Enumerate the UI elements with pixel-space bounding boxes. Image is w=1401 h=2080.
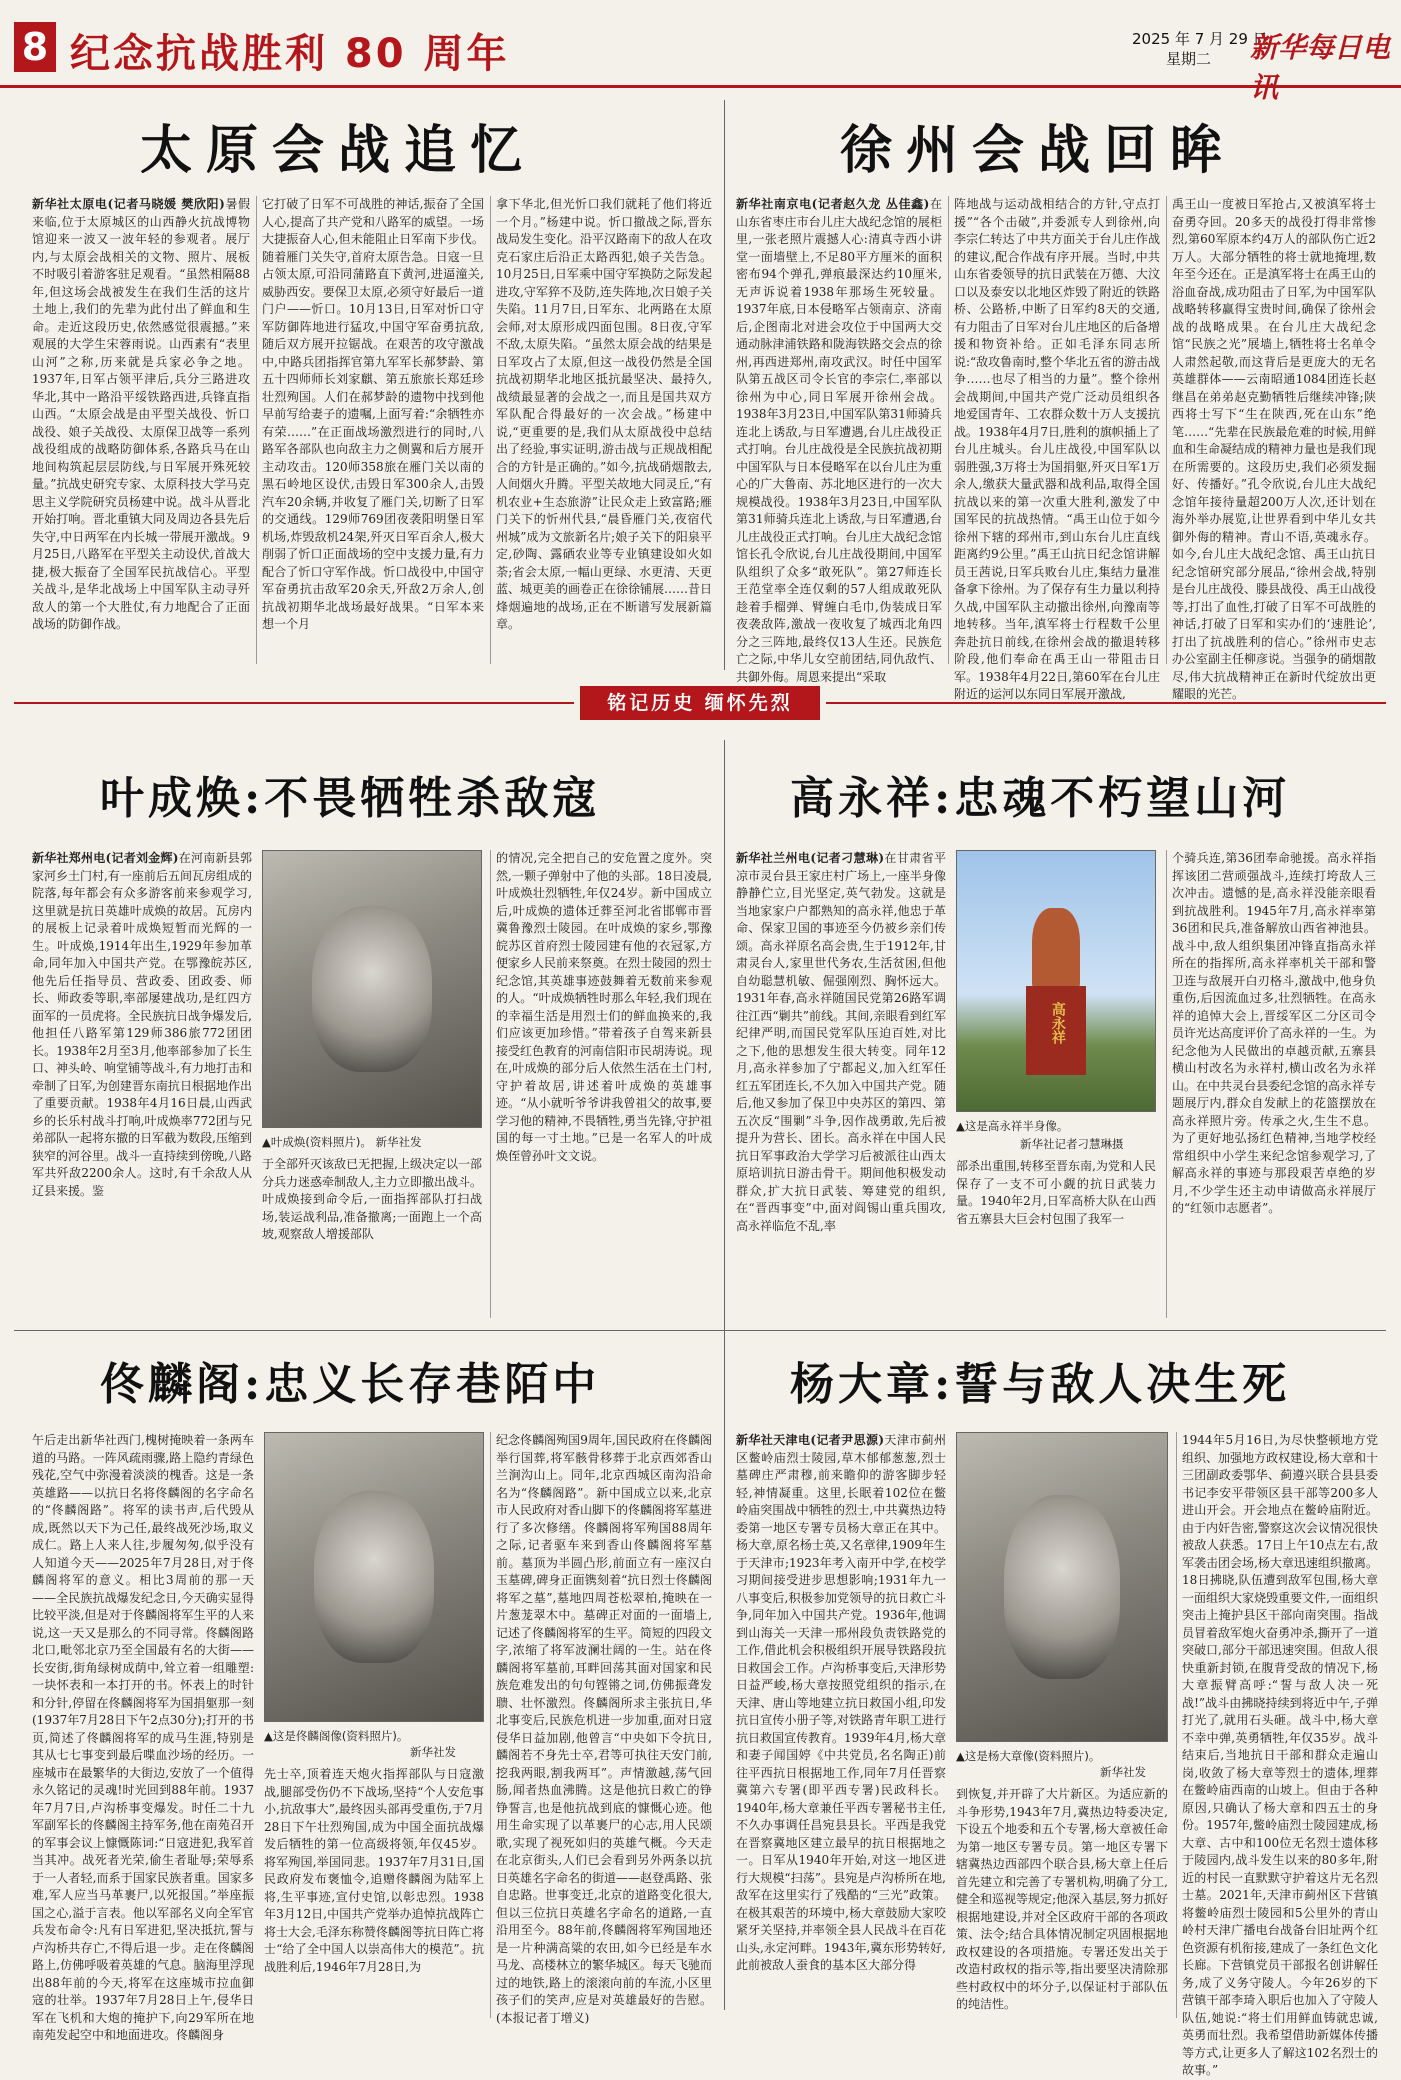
column-rule [1166, 850, 1167, 1318]
ye-photo-caption: ▲叶成焕(资料照片)。 新华社发 [262, 1135, 422, 1149]
ye-col-2: 于全部歼灭该敌已无把握,上级决定以一部分兵力迷惑牵制敌人,主力立即撤出战斗。叶成焕接到命令后,一面指挥部队打扫战场,装运战利品,准备撤离;一面跑上一个高坡,观察敌人增援部队 [262, 1157, 482, 1241]
portrait-face [1004, 1495, 1120, 1680]
statue-bust [1032, 908, 1080, 991]
taiyuan-byline: 新华社太原电(记者马晓媛 樊欣阳) [32, 197, 225, 211]
masthead [0, 0, 1401, 104]
column-rule [948, 196, 949, 664]
tong-photo-credit: 新华社发 [410, 1745, 456, 1759]
tong-linge-title: 佟麟阁:忠义长存巷陌中 [100, 1359, 601, 1410]
commemoration-banner: 铭记历史 缅怀先烈 [580, 686, 820, 720]
xuzhou-col-3: 禹王山一度被日军抢占,又被滇军将士奋勇夺回。20多天的战役打得非常惨烈,第60军原本约4万人的部队伤亡近2万人。大部分牺牲的将士就地掩埋,数年至今还在。正是滇军将士在禹王山的浴血奋战,成功阻击了日军,为中国军队战略转移赢得宝贵时间,确保了徐州会战的战略成果。在台儿庄大战纪念馆“民族之光”展墙上,牺牲将士名单令人肃然起敬,而这背后是更庞大的无名英雄群体——云南昭通1084团连长赵继昌在弟弟赵克勤牺牲后继续冲锋;陕西将士写下“生在陕西,死在山东”绝笔……“先辈在民族最危难的时候,用鲜血和生命凝结成的精神力量也是我们现在所需要的。这段历史,我们必须发掘好、传播好。”孔令欣说,台儿庄大战纪念馆年接待量超200万人次,还计划在海外举办展览,让世界看到中华儿女共御外侮的精神。青山不语,英魂永存。如今,台儿庄大战纪念馆、禹王山抗日纪念馆研究部分展品,“徐州会战,特别是台儿庄战役、滕县战役、禹王山战役等,打出了血性,打破了日军不可战胜的神话,打破了日军和实办们的‘速胜论’,打出了抗战胜利的信心。”徐州市史志办公室副主任柳彦说。当强争的硝烟散尽,伟大抗战精神正在新时代绽放出更耀眼的光芒。 [1172, 197, 1377, 701]
tong-photo-caption: ▲这是佟麟阁像(资料照片)。 [264, 1729, 409, 1743]
gao-yongxiang-statue-photo [956, 850, 1156, 1112]
gao-yongxiang-title: 高永祥:忠魂不朽望山河 [790, 773, 1291, 824]
ye-byline: 新华社郑州电(记者刘金辉) [32, 851, 179, 865]
banner-rule-left [14, 702, 574, 704]
gao-text-1: 在甘肃省平凉市灵台县王家庄村广场上,一座半身像静静伫立,目光坚定,英气勃发。这就是当地家家户户都熟知的高永祥,他忠于革命、保家卫国的事迹至今仍被乡亲们传颂。高永祥原名高会贵,生于1912年,甘肃灵台人,家里世代务农,生活贫困,但他自幼聪慧机敏、倔强刚烈、胸怀远大。1931年春,高永祥随国民党第26路军调往江西“剿共”前线。其间,亲眼看到红军纪律严明,而国民党军队压迫百姓,对比之下,他的思想发生很大转变。同年12月,高永祥参加了宁都起义,加入红军任红五军团连长,不久加入中国共产党。随后,他又参加了保卫中央苏区的第四、第五次反“围剿”斗争,因作战勇敢,先后被提升为营长、团长。高永祥在中国人民抗日军事政治大学学习后被派往山西太原培训抗日游击骨干。期间他积极发动群众,扩大抗日武装、筹建党的组织,在“晋西事变”中,面对阎锡山重兵围攻,高永祥临危不乱,率 [736, 851, 946, 1233]
tong-linge-photo [264, 1432, 484, 1722]
yang-col-1 [736, 1432, 946, 2018]
column-rule [256, 196, 257, 664]
yang-dazhang-title: 杨大章:誓与敌人决生死 [790, 1359, 1291, 1410]
xuzhou-col-2: 阵地战与运动战相结合的方针,守点打援”“各个击破”,并委派专人到徐州,向李宗仁转达了中共方面关于台儿庄作战的建议,配合作战有序开展。当时,中共山东省委领导的抗日武装在万德、大汶口以及泰安以北地区炸毁了附近的铁路桥、公路桥,中断了日军约8天的交通,有力阻击了日军对台儿庄地区的后备增援和物资补给。正如毛泽东同志所说:“敌攻鲁南时,整个华北五省的游击战争……也尽了相当的力量”。整个徐州会战期间,中国共产党广泛动员组织各地爱国青年、工农群众数十万人支援抗战。1938年4月7日,胜利的旗帜插上了台儿庄城头。台儿庄战役,中国军队以弱胜强,3万将士为国捐躯,歼灭日军1万余人,缴获大量武器和战利品,取得全国抗战以来的第一次重大胜利,激发了中国军民的抗战热情。“禹王山位于如今徐州下辖的邳州市,到山东台儿庄直线距离约9公里。”禹王山抗日纪念馆讲解员王茜说,日军兵败台儿庄,集结力量准备拿下徐州。为了保存有生力量以利持久战,中国军队主动撤出徐州,向豫南等地转移。当年,滇军将士行程数千公里奔赴抗日前线,在徐州会战的撤退转移阶段,他们奉命在禹王山一带阻击日军。1938年4月22日,第60军在台儿庄附近的运河以东同日军展开激战, [954, 197, 1160, 701]
issue-date: 2025 年 7 月 29 日 [1132, 30, 1268, 48]
statue-plaque: 高永祥 [1049, 1001, 1066, 1044]
section-divider [724, 100, 725, 670]
yang-photo-caption: ▲这是杨大章像(资料照片)。 [956, 1749, 1101, 1763]
tong-col-2: 先士卒,顶着连天炮火指挥部队与日寇激战,腿部受伤仍不下战场,坚持“个人安危事小,抗敌事大”,最终因头部再受重伤,于7月28日下午壮烈殉国,成为中国全面抗战爆发后牺牲的第一位高级将领,年仅45岁。将军殉国,举国同悲。1937年7月31日,国民政府发布褒恤令,追赠佟麟阁为陆军上将,生平事迹,宣付史馆,以彰忠烈。1938年3月12日,中国共产党举办追悼抗战阵亡将士大会,毛泽东称赞佟麟阁等抗日阵亡将士“给了全中国人以崇高伟大的模范”。抗战胜利后,1946年7月28日,为 [264, 1767, 484, 1974]
tong-col-1: 午后走出新华社西门,槐树掩映着一条两车道的马路。一阵风疏雨骤,路上隐约青绿色残花,空气中弥漫着淡淡的槐香。这是一条英雄路——以抗日名将佟麟阁的名字命名的“佟麟阁路”。将军的读书声,后代毁从成,既然以天下为己任,最终战死沙场,取义成仁。路上人来人往,步履匆匆,似乎没有人知道今天——2025年7月28日,对于佟麟阁将军的意义。相比3周前的那一天——全民族抗战爆发纪念日,今天确实显得比较平淡,但是对于佟麟阁将军生平的人来说,这一天又是那么的不同寻常。佟麟阁路北口,毗邻北京乃至全国最有名的大街——长安街,街角绿树成荫中,耸立着一组雕塑:一块怀表和一本打开的书。怀表上的时针和分针,停留在佟麟阁将军为国捐躯那一刻(1937年7月28日下午2点30分);打开的书页,简述了佟麟阁将军的成马生涯,特别是其从七七事变到最后喋血沙场的经历。一座城市在最繁华的大街边,安放了一个值得永久铭记的灵魂!时光回到88年前。1937年7月7日,卢沟桥事变爆发。时任二十九军副军长的佟麟阁主持军务,他在南苑召开的军事会议上慷慨陈词:“日寇进犯,我军首当其冲。战死者光荣,偷生者耻辱;荣辱系于一人者轻,而系于国家民族者重。国家多难,军人应当马革裹尸,以死报国。”举座振国之心,溢于言表。他以军部名义向全军官兵发布命令:凡有日军进犯,坚决抵抗,誓与卢沟桥共存亡,不得后退一步。走在佟麟阁路上,仿佛呼吸着英雄的气息。脑海里浮现出88年前的今天,将军在这座城市拉血御寇的壮举。1937年7月28日上午,侵华日军在飞机和大炮的掩护下,向29军所在地南苑发起空中和地面进攻。佟麟阁身 [32, 1433, 254, 2042]
gao-col-2: 部杀出重围,转移至晋东南,为党和人民保存了一支不可小觑的抗日武装力量。1940年2月,日军高桥大队在山西省五寨县大巨会村包围了我军一 [956, 1159, 1156, 1226]
ye-col-1 [32, 850, 252, 1318]
banner-rule-right [826, 702, 1386, 704]
taiyuan-col-3: 拿下华北,但光忻口我们就耗了他们将近一个月。”杨建中说。忻口撤战之际,晋东战局发生变化。沿平汉路南下的敌人在攻克石家庄后沿正太路西犯,娘子关告急。10月25日,日军乘中国守军换防之际发起进攻,守军猝不及防,连失阵地,次日娘子关失陷。11月7日,日军东、北两路在太原会师,对太原形成四面包围。8日夜,守军不敌,太原失陷。“虽然太原会战的结果是日军攻占了太原,但这一战役仍然是全国抗战初期华北地区抵抗最坚决、最持久,战绩最显著的会战之一,而且是国共双方军队配合得最好的一次会战。”杨建中说,“更重要的是,我们从太原战役中总结出了经验,事实证明,游击战与正规战相配合的方针是正确的。”如今,抗战硝烟散去,人间烟火升腾。平型关故地大同灵丘,“有机农业+生态旅游”让民众走上致富路;雁门关下的忻州代县,“晨昏雁门关,夜宿代州城”成为文旅新名片;娘子关下的阳泉平定,砂陶、露硒农业等专业镇建设如火如荼;省会太原,一幅山更绿、水更清、天更蓝、城更美的画卷正在徐徐铺展……昔日烽烟遍地的战场,正在不断谱写发展新篇章。 [496, 197, 713, 631]
section-divider-horizontal [14, 1330, 1386, 1331]
taiyuan-text-1: 暑假来临,位于太原城区的山西静火抗战博物馆迎来一波又一波年轻的参观者。展厅内,与太原会战相关的文物、照片、展板不时吸引着游客驻足观看。“虽然相隔88年,但这场会战被发生在我们生活的这片土地上,我们的先辈为此付出了鲜血和生命。走近这段历史,依然感觉很震撼。”来观展的大学生宋蓉雨说。山西素有“表里山河”之称,历来就是兵家必争之地。1937年,日军占领平津后,兵分三路进攻华北,其中一路沿平绥铁路西进,兵锋直指山西。“太原会战是由平型关战役、忻口战役、娘子关战役、太原保卫战等一系列战役组成的战略防御体系,各路兵马在山地间构筑起层层防线,与日军展开殊死较量。”抗战史研究专家、太原科技大学马克思主义学院研究员杨建中说。战斗从晋北开始打响。晋北重镇大同及周边各县先后失守,中日两军在内长城一带展开激战。9月25日,八路军在平型关主动设伏,首战大捷,极大振奋了全国军民抗战信心。平型关战斗,是华北战场上中国军队主动寻歼敌人的第一个大胜仗,有力地配合了正面战场的防御作战。 [32, 197, 250, 631]
yang-dazhang-photo [956, 1432, 1168, 1742]
ye-text-1: 在河南新县郭家河乡土门村,有一座前后五间瓦房组成的院落,每年都会有众多游客前来参观学习,这里就是抗日英雄叶成焕的故居。瓦房内的展板上记录着叶成焕短暂而光辉的一生。叶成焕,1914年出生,1929年参加革命,同年加入中国共产党。在鄂豫皖苏区,他先后任指导员、营政委、团政委、师长、师政委等职,率部屡建战功,是红四方面军的一员虎将。全民族抗日战争爆发后,他担任八路军第129师386旅772团团长。1938年2月至3月,他率部参加了长生口、神头岭、响堂铺等战斗,有力地打击和牵制了日军,为创建晋东南抗日根据地作出了重要贡献。1938年4月16日晨,山西武乡的长乐村战斗打响,叶成焕率772团与兄弟部队一起将东撤的日军截为数段,压缩到狭窄的河谷里。战斗一直持续到傍晚,八路军共歼敌2200余人。这时,有千余敌人从辽县来援。鉴 [32, 851, 252, 1198]
ye-col-3: 的情况,完全把自己的安危置之度外。突然,一颗子弹射中了他的头部。18日凌晨,叶成焕壮烈牺牲,年仅24岁。新中国成立后,叶成焕的遗体迁葬至河北省邯郸市晋冀鲁豫烈士陵园。在叶成焕的家乡,鄂豫皖苏区首府烈士陵园建有他的衣冠冢,方便家乡人民前来祭奠。在烈士陵园的烈士纪念馆,其英雄事迹鼓舞着无数前来参观的人。“叶成焕牺牲时那么年轻,我们现在的幸福生活是用烈士们的鲜血换来的,我们应该更加珍惜。”带着孩子自驾来新县接受红色教育的河南信阳市民胡涛说。现在,叶成焕的部分后人依然生活在土门村,守护着故居,讲述着叶成焕的英雄事迹。“从小就听爷爷讲我曾祖父的故事,要学习他的精神,不畏牺牲,勇当先锋,守护祖国的每一寸土地。”已是一名军人的叶成焕侄曾孙叶文文说。 [496, 851, 713, 1163]
gao-photo-caption: ▲这是高永祥半身像。 [956, 1119, 1069, 1133]
section-divider [724, 740, 725, 2010]
column-rule [490, 196, 491, 664]
portrait-face [312, 906, 432, 1072]
paper-logo: 新华每日电讯 [1250, 31, 1391, 104]
yang-col-2: 到恢复,并开辟了大片新区。为适应新的斗争形势,1943年7月,冀热边特委决定,下设五个地委和五个专署,杨大章被任命为第一地区专署专员。第一地区专署下辖冀热边西部四个联合县,杨大章上任后首先建立和完善了专署机构,明确了分工,健全和巡视等规定;他深入基层,努力抓好根据地建设,并对全区政府干部的各项政策、法令;结合具体情况制定巩固根据地政权建设的各项措施。专署还发出关于改造村政权的指示等,指出要坚决清除那些村政权中的坏分子,以保证村于部队伍的纯洁性。 [956, 1787, 1168, 2011]
taiyuan-headline: 太原会战追忆 [140, 120, 537, 181]
yang-text-1: 天津市蓟州区鳖岭庙烈士陵园,草木郁郁葱葱,烈士墓碑庄严肃穆,前来瞻仰的游客脚步轻轻,神情凝重。这里,长眠着102位在鳖岭庙突围战中牺牲的烈士,中共冀热边特委第一地区专署专员杨大章正在其中。杨大章,原名杨士英,又名章律,1909年生于天津市;1923年考入南开中学,在校学习期间接受进步思想影响;1931年九一八事变后,积极参加党领导的抗日救亡斗争,同年加入中国共产党。1936年,他调到山海关一天津一邢州段负责铁路党的工作,借此机会积极组织开展导铁路段抗日救国会工作。卢沟桥事变后,天津形势日益严峻,杨大章按照党组织的指示,在天津、唐山等地建立抗日救国小组,印发抗日宣传小册子等,对铁路青年职工进行抗日救国宣传教育。1939年4月,杨大章和妻子闻国婷《中共党员,名名陶正)前往平西抗日根据地工作,同年7月任晋察冀第六专署(即平西专署)民政科长。1940年,杨大章兼任平西专署秘书主任,不久办事调任昌宛县县长。平西是我党在晋察冀地区建立最早的抗日根据地之一。日军从1940年开始,对这一地区进行大规模“扫荡”。县宛是卢沟桥所在地,敌军在这里实行了残酷的“三光”政策。在极其艰苦的环境中,杨大章鼓励大家咬紧牙关坚持,并率领全县人民战斗在百花山头,永定河畔。1943年,冀东形势转好,此前被敌人蚕食的基本区大部分得 [736, 1433, 946, 1972]
column-rule [490, 850, 491, 1318]
ye-chenghuan-photo [262, 850, 482, 1128]
xuzhou-col-1 [736, 196, 942, 684]
taiyuan-col-1 [32, 196, 250, 664]
portrait-face [314, 1491, 434, 1664]
yang-col-3: 1944年5月16日,为尽快整顿地方党组织、加强地方政权建设,杨大章和十三团副政委鄂华、蓟遵兴联合县县委书记李安平带领区县干部等200多人进山开会。开会地点在鳖岭庙附近。由于内奸告密,警察这次会议情况很快被敌人获悉。17日上午10点左右,敌军袭击团会场,杨大章迅速组织撤离。18日拂晓,队伍遭到敌军包围,杨大章一面组织大家烧毁重要文件,一面组织突击上掩护县区干部向南突围。指战员冒着敌军炮火奋勇冲杀,撕开了一道突破口,部分干部迅速突围。但敌人很快重新封锁,在腹背受敌的情况下,杨大章振臂高呼:“誓与敌人决一死战!”战斗由拂晓持续到将近中午,子弹打光了,就用石头砸。战斗中,杨大章不幸中弹,英勇牺牲,年仅35岁。战斗结束后,当地抗日干部和群众走遍山岗,收敛了杨大章等烈士的遗体,埋葬在鳖岭庙西南的山坡上。但由于各种原因,只确认了杨大章和四五士的身份。1957年,鳖岭庙烈士陵园建成,杨大章、古中和100位无名烈士遗体移于陵园内,战斗发生以来的80多年,附近的村民一直默默守护着这片无名烈士墓。2021年,天津市蓟州区下营镇将鳖岭庙烈士陵园和5公里外的青山岭村天津广播电台战备台旧址两个红色资源有机衔接,建成了一条红色文化长廊。下营镇党员干部报名创讲解任务,成了义务守陵人。今年26岁的下营镇干部李琦入职后也加入了守陵人队伍,她说:“将士们用鲜血铸就忠诚,英勇而壮烈。我希望借助新媒体传播等方式,让更多人了解这102名烈士的故事。” [1182, 1433, 1378, 2077]
column-rule [1176, 1432, 1177, 2018]
column-rule [1166, 196, 1167, 664]
gao-col-1 [736, 850, 946, 1318]
yang-photo-credit: 新华社发 [1100, 1765, 1146, 1779]
xuzhou-text-1: 在山东省枣庄市台儿庄大战纪念馆的展柜里,一张老照片震撼人心:清真寺西小讲堂一面墙壁上,不足80平方厘米的面积密布94个弹孔,弹痕最深达约10厘米,无声诉说着1938年那场生死较量。1937年底,日本侵略军占领南京、济南后,企图南北对进会攻位于中国两大交通动脉津浦铁路和陇海铁路交会点的徐州,再西进郑州,南攻武汉。时任中国军队第五战区司令长官的李宗仁,率部以徐州为中心,同日军展开徐州会战。1938年3月23日,中国军队第31师骑兵连北上诱敌,与日军遭遇,台儿庄战役正式打响。台儿庄战役是全民族抗战初期中国军队与日本侵略军在以台儿庄为重心的广大鲁南、苏北地区进行的一次大规模战役。1938年3月23日,中国军队第31师骑兵连北上诱敌,与日军遭遇,台儿庄战役正式打响。台儿庄大战纪念馆馆长孔令欣说,台儿庄战役期间,中国军队组织了众多“敢死队”。第27师连长王范堂率全连仅剩的57人组成敢死队趁着手榴弹、臂缠白毛巾,伪装成日军夜袭敌阵,激战一夜收复了城西北角四分之三阵地,最终仅13人生还。民族危亡之际,中华儿女空前团结,同仇敌忾、共御外侮。周恩来提出“采取 [736, 197, 942, 684]
xuzhou-headline: 徐州会战回眸 [840, 120, 1237, 181]
gao-col-3: 个骑兵连,第36团奉命驰援。高永祥指挥该团二营顽强战斗,连续打垮敌人三次冲击。遗憾的是,高永祥没能亲眼看到抗战胜利。1945年7月,高永祥率第36团和民兵,准备解放山西省神池县。战斗中,敌人组织集团冲锋直指高永祥所在的指挥所,高永祥率机关干部和警卫连与敌展开白刃格斗,激战中,他身负重伤,后因流血过多,壮烈牺牲。在高永祥的追悼大会上,晋绥军区二分区司令员许光达高度评价了高永祥的一生。为纪念他为人民做出的卓越贡献,五寨县横山村改名为永祥村,横山改名为永祥山。在中共灵台县委纪念馆的高永祥专题展厅内,群众自发献上的花篮摆放在高永祥照片旁。传承之火,生生不息。为了更好地弘扬红色精神,当地学校经常组织中小学生来纪念馆参观学习,了解高永祥的事迹与那段艰苦卓绝的岁月,不少学生还主动申请做高永祥展厅的“红领巾志愿者”。 [1172, 851, 1377, 1215]
ye-chenghuan-title: 叶成焕:不畏牺牲杀敌寇 [100, 773, 601, 824]
column-rule [490, 1432, 491, 2018]
xuzhou-byline: 新华社南京电(记者赵久龙 丛佳鑫) [736, 197, 930, 211]
section-title: 纪念抗战胜利 80 周年 [70, 31, 510, 77]
tong-col-3: 纪念佟麟阁殉国9周年,国民政府在佟麟阁举行国葬,将军骸骨移葬于北京西郊香山兰涧沟山上。同年,北京西城区南沟沿命名为“佟麟阁路”。新中国成立以来,北京市人民政府对香山脚下的佟麟阁将军墓进行了多次修缮。佟麟阁将军殉国88周年之际,记者驱车来到香山佟麟阁将军墓前。墓顶为半圆凸形,前面立有一座汉白玉墓碑,碑身正面镌刻着“抗日烈士佟麟阁将军之墓”,墓地四周苍松翠柏,掩映在一片葱茏翠木中。墓碑正对面的一面墙上,记述了佟麟阁将军的生平。简短的四段文字,浓缩了将军波澜壮阔的一生。站在佟麟阁将军墓前,耳畔回荡其面对国家和民族危难发出的句句铿锵之词,仿佛振聋发聩、壮怀激烈。佟麟阁所求主张抗日,华北事变后,民族危机进一步加重,面对日寇侵华日益加剧,他曾言“中央如下令抗日,麟阁若不身先士卒,君等可执往天安门前,挖我两眼,割我两耳”。声情激越,荡气回肠,闻者热血沸腾。这是他抗日救亡的铮铮誓言,也是他抗战到底的慷慨心迹。他用生命实现了以革裹尸的心志,用人民颂歌,实现了视死如归的英雄气概。今天走在北京街头,人们已会看到另外两条以抗日英雄名字命名的街道——赵登禹路、张自忠路。世事变迁,北京的道路变化很大,但以三位抗日英雄名字命名的道路,一直沿用至今。88年前,佟麟阁将军殉国地还是一片种满高粱的农田,如今已经是车水马龙、高楼林立的繁华城区。每天飞驰而过的地铁,路上的滚滚向前的车流,小区里孩子们的笑声,应是对英雄最好的告慰。 (本报记者丁增义) [496, 1433, 713, 2025]
gao-byline: 新华社兰州电(记者刁慧琳) [736, 851, 885, 865]
taiyuan-col-2: 它打破了日军不可战胜的神话,振奋了全国人心,提高了共产党和八路军的威望。一场大捷振奋人心,但未能阻止日军南下步伐。随着雁门关失守,首府太原告急。日寇一旦占领太原,可沿同蒲路直下黄河,进逼潼关,威胁西安。要保卫太原,必须守好最后一道门户——忻口。10月13日,日军对忻口守军防御阵地进行猛攻,中国守军奋勇抗敌,随后双方展开拉锯战。在艰苦的攻守激战中,中路兵团指挥官第九军军长郝梦龄、第五十四师师长刘家麒、第五旅旅长郑廷珍壮烈殉国。人们在郝梦龄的遗物中找到他早前写给妻子的遗嘱,上面写着:“余牺牲亦有荣……”在正面战场激烈进行的同时,八路军各部队也向敌主力之侧翼和后方展开主动攻击。120师358旅在雁门关以南的黑石岭地区设伏,击毁日军300余人,击毁汽车20余辆,并收复了雁门关,切断了日军的交通线。129师769团夜袭阳明堡日军机场,炸毁敌机24架,歼灭日军百余人,极大削弱了忻口正面战场的空中支援力量,有力配合了忻口守军作战。忻口战役中,中国守军奋勇抗击敌军20余天,歼敌2万余人,创抗战初期华北战场最好战果。“日军本来想一个月 [262, 197, 484, 631]
yang-byline: 新华社天津电(记者尹思源) [736, 1433, 885, 1447]
gao-photo-credit: 新华社记者刁慧琳摄 [1020, 1137, 1124, 1151]
page-number: 8 [14, 22, 56, 72]
issue-weekday: 星期二 [1166, 50, 1212, 68]
